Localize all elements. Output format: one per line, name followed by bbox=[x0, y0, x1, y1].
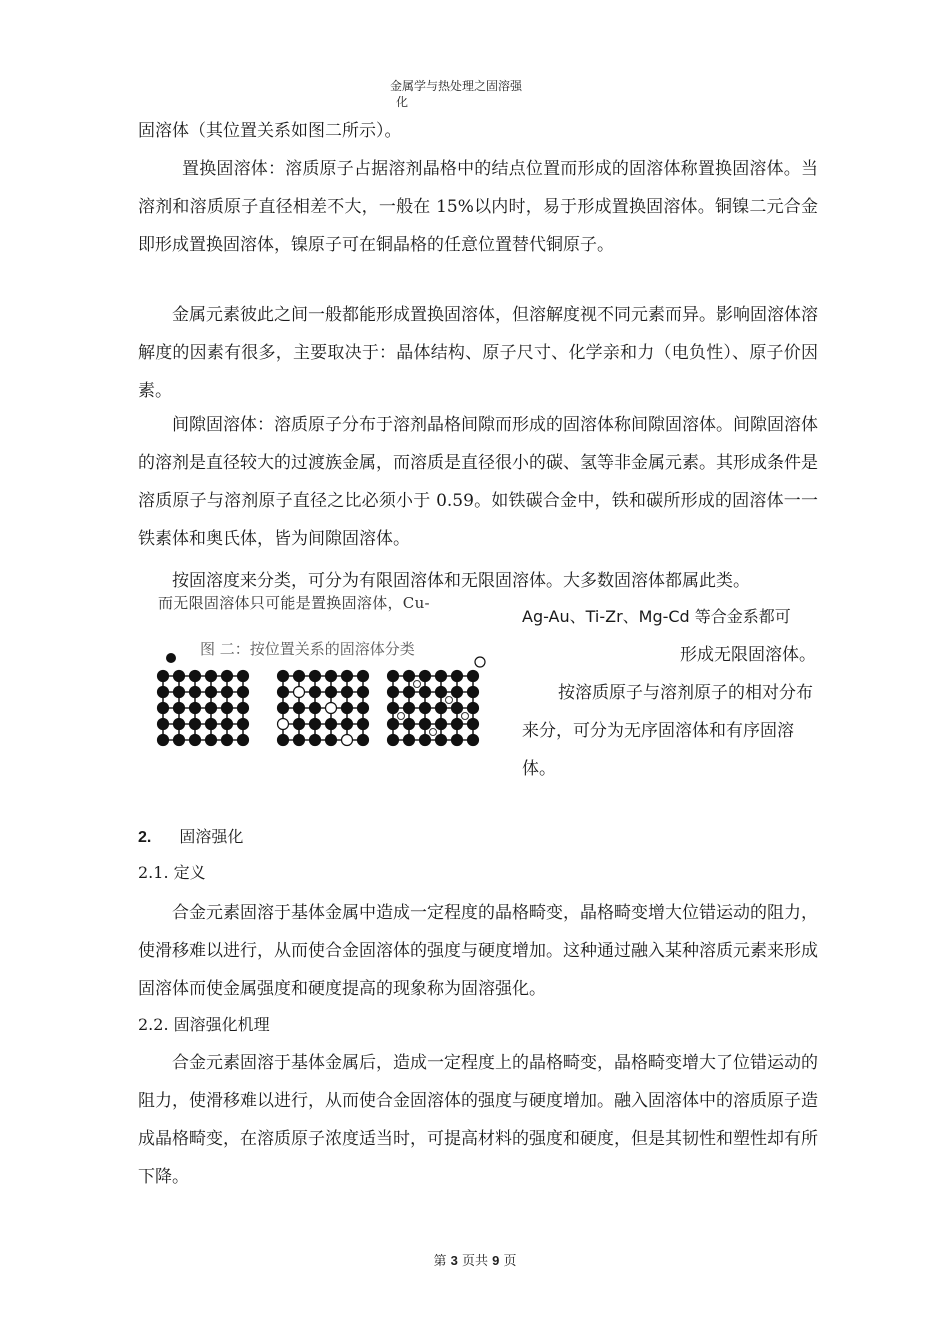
solvent-atom bbox=[420, 703, 431, 714]
solute-atom bbox=[326, 703, 337, 714]
solvent-atom bbox=[420, 687, 431, 698]
solvent-atom bbox=[158, 735, 169, 746]
solvent-atom bbox=[174, 719, 185, 730]
section-2-2-heading: 2.2. 固溶强化机理 bbox=[138, 1015, 270, 1034]
solvent-atom bbox=[278, 703, 289, 714]
solvent-atom bbox=[420, 671, 431, 682]
interstitial-atom bbox=[430, 729, 437, 736]
interstitial-atom bbox=[414, 681, 421, 688]
solvent-atom bbox=[342, 719, 353, 730]
solvent-atom bbox=[420, 719, 431, 730]
paragraph-intro: 固溶体（其位置关系如图二所示）。 bbox=[138, 121, 402, 141]
solvent-atom bbox=[468, 671, 479, 682]
solvent-atom bbox=[278, 687, 289, 698]
solvent-atom bbox=[452, 703, 463, 714]
header-line-2: 化 bbox=[396, 95, 409, 109]
solvent-atom bbox=[358, 719, 369, 730]
solute-atom bbox=[278, 719, 289, 730]
footer-total-pages: 9 bbox=[492, 1253, 500, 1268]
section-2-2-text: 合金元素固溶于基体金属后，造成一定程度上的晶格畸变，晶格畸变增大了位错运动的阻力，使滑移难以进行，从而使合金固溶体的强度与硬度增加。融入固溶体中的溶质原子造成晶格畸变，在溶质原子浓度适当时，可提高材料的强度和硬度，但是其韧性和塑性却有所下降。 bbox=[138, 1053, 818, 1187]
solvent-atom bbox=[388, 719, 399, 730]
solvent-atom bbox=[310, 687, 321, 698]
solvent-atom bbox=[206, 735, 217, 746]
solvent-atom bbox=[206, 703, 217, 714]
solvent-atom bbox=[238, 687, 249, 698]
right-column bbox=[522, 598, 822, 788]
solvent-atom bbox=[206, 687, 217, 698]
solvent-atom bbox=[294, 671, 305, 682]
solvent-atom bbox=[174, 735, 185, 746]
solvent-atom bbox=[158, 671, 169, 682]
solvent-atom bbox=[452, 687, 463, 698]
solvent-atom bbox=[388, 735, 399, 746]
solvent-atom bbox=[294, 703, 305, 714]
solvent-atom bbox=[206, 719, 217, 730]
solvent-atom bbox=[238, 671, 249, 682]
footer-suffix: 页 bbox=[499, 1254, 517, 1269]
solvent-atom bbox=[166, 653, 176, 663]
solvent-atom bbox=[294, 719, 305, 730]
section-2-title: 固溶强化 bbox=[179, 827, 244, 846]
solvent-atom bbox=[278, 735, 289, 746]
solvent-atom bbox=[190, 687, 201, 698]
solute-atom bbox=[342, 735, 353, 746]
section-2-1-text: 合金元素固溶于基体金属中造成一定程度的晶格畸变，晶格畸变增大位错运动的阻力，使滑移难以进行，从而使合金固溶体的强度与硬度增加。这种通过融入某种溶质元素来形成固溶体而使金属强度和硬度提高的现象称为固溶强化。 bbox=[138, 903, 818, 999]
solvent-atom bbox=[436, 719, 447, 730]
solvent-atom bbox=[404, 687, 415, 698]
page-footer bbox=[0, 1250, 950, 1269]
solvent-atom bbox=[388, 703, 399, 714]
solvent-atom bbox=[222, 719, 233, 730]
solvent-atom bbox=[310, 719, 321, 730]
solvent-atom bbox=[206, 671, 217, 682]
solute-atom bbox=[475, 657, 485, 667]
right-paragraph-order: 按溶质原子与溶剂原子的相对分布来分，可分为无序固溶体和有序固溶体。 bbox=[522, 683, 813, 779]
solvent-atom bbox=[326, 687, 337, 698]
solvent-atom bbox=[436, 703, 447, 714]
solvent-atom bbox=[358, 735, 369, 746]
solvent-atom bbox=[468, 687, 479, 698]
solvent-atom bbox=[222, 687, 233, 698]
header-line-1: 金属学与热处理之固溶强 bbox=[390, 79, 523, 93]
section-2-1-heading: 2.1. 定义 bbox=[138, 863, 206, 882]
solvent-atom bbox=[190, 703, 201, 714]
solvent-atom bbox=[358, 671, 369, 682]
section-2-number: 2. bbox=[138, 829, 152, 846]
interstitial-atom bbox=[446, 697, 453, 704]
solvent-atom bbox=[342, 671, 353, 682]
solvent-atom bbox=[452, 671, 463, 682]
solvent-atom bbox=[326, 735, 337, 746]
solute-atom bbox=[294, 687, 305, 698]
solvent-atom bbox=[358, 703, 369, 714]
solvent-atom bbox=[388, 687, 399, 698]
solvent-atom bbox=[190, 671, 201, 682]
footer-page-number: 3 bbox=[450, 1253, 458, 1268]
page-header bbox=[390, 78, 570, 110]
footer-middle: 页共 bbox=[457, 1254, 493, 1269]
solvent-atom bbox=[190, 719, 201, 730]
solvent-atom bbox=[238, 735, 249, 746]
solvent-atom bbox=[326, 671, 337, 682]
paragraph-classification: 按固溶度来分类，可分为有限固溶体和无限固溶体。大多数固溶体都属此类。 bbox=[172, 571, 750, 591]
solvent-atom bbox=[468, 703, 479, 714]
solvent-atom bbox=[436, 671, 447, 682]
footer-prefix: 第 bbox=[433, 1254, 451, 1269]
solvent-atom bbox=[222, 703, 233, 714]
solvent-atom bbox=[468, 735, 479, 746]
solvent-atom bbox=[342, 687, 353, 698]
solvent-atom bbox=[452, 735, 463, 746]
right-line-infinite: 形成无限固溶体。 bbox=[680, 645, 816, 665]
section-2-heading bbox=[138, 822, 243, 853]
solvent-atom bbox=[326, 719, 337, 730]
solvent-atom bbox=[158, 687, 169, 698]
paragraph-solubility: 金属元素彼此之间一般都能形成置换固溶体，但溶解度视不同元素而异。影响固溶体溶解度的因素有很多，主要取决于：晶体结构、原子尺寸、化学亲和力（电负性）、原子价因素。 bbox=[138, 305, 818, 401]
interstitial-atom bbox=[462, 713, 469, 720]
solvent-atom bbox=[420, 735, 431, 746]
solvent-atom bbox=[452, 719, 463, 730]
solvent-atom bbox=[158, 703, 169, 714]
solvent-atom bbox=[436, 735, 447, 746]
solvent-atom bbox=[174, 703, 185, 714]
interstitial-atom bbox=[398, 713, 405, 720]
solvent-atom bbox=[190, 735, 201, 746]
solvent-atom bbox=[404, 735, 415, 746]
solvent-atom bbox=[436, 687, 447, 698]
solvent-atom bbox=[342, 703, 353, 714]
paragraph-substitutional: 置换固溶体：溶质原子占据溶剂晶格中的结点位置而形成的固溶体称置换固溶体。当溶剂和溶质原子直径相差不大，一般在 15%以内时，易于形成置换固溶体。铜镍二元合金即形成置换固溶体，镍原子可在铜晶格的任意位置替代铜原子。 bbox=[138, 159, 818, 255]
solvent-atom bbox=[310, 671, 321, 682]
lattice-figure bbox=[155, 640, 505, 768]
solvent-atom bbox=[358, 687, 369, 698]
figure-caption: 图 二：按位置关系的固溶体分类 bbox=[200, 640, 415, 658]
solvent-atom bbox=[468, 719, 479, 730]
solvent-atom bbox=[238, 719, 249, 730]
right-line-alloys: Ag-Au、Ti-Zr、Mg-Cd 等合金系都可 bbox=[522, 607, 791, 626]
solvent-atom bbox=[294, 735, 305, 746]
solvent-atom bbox=[174, 687, 185, 698]
solvent-atom bbox=[238, 703, 249, 714]
solvent-atom bbox=[278, 671, 289, 682]
lattice-diagram bbox=[155, 640, 505, 768]
solvent-atom bbox=[222, 671, 233, 682]
solvent-atom bbox=[158, 719, 169, 730]
solvent-atom bbox=[222, 735, 233, 746]
solvent-atom bbox=[310, 703, 321, 714]
solvent-atom bbox=[404, 671, 415, 682]
solvent-atom bbox=[404, 719, 415, 730]
solvent-atom bbox=[404, 703, 415, 714]
solvent-atom bbox=[310, 735, 321, 746]
paragraph-interstitial: 间隙固溶体：溶质原子分布于溶剂晶格间隙而形成的固溶体称间隙固溶体。间隙固溶体的溶剂是直径较大的过渡族金属，而溶质是直径很小的碳、氢等非金属元素。其形成条件是溶质原子与溶剂原子直径之比必须小于 0.59。如铁碳合金中，铁和碳所形成的固溶体一一铁素体和奥氏体，皆为间隙固溶体。 bbox=[138, 415, 818, 549]
solvent-atom bbox=[388, 671, 399, 682]
clipped-line: 而无限固溶体只可能是置换固溶体，Cu- bbox=[158, 594, 430, 612]
solvent-atom bbox=[174, 671, 185, 682]
